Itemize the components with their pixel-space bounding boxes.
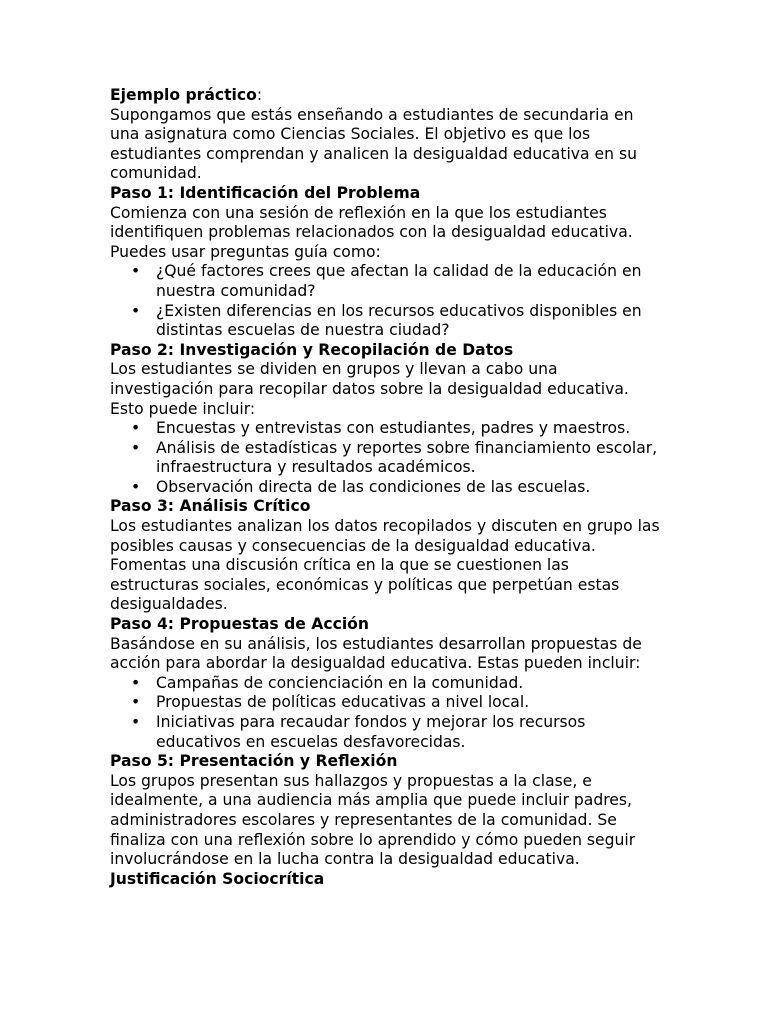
document-body [110, 86, 662, 889]
intro-paragraph [110, 86, 662, 106]
step-5-title: Paso 5: Presentación y Reflexión [110, 752, 398, 771]
step-3-text: Los estudiantes analizan los datos recopilados y discuten en grupo las posibles causas y consecuencias de la desigualdad educativa. Fomentas una discusión crítica en la que se cuestionen las estructuras sociales, económicas y políticas que perpetúan estas desigualdades. [110, 517, 660, 614]
list-item: • ¿Existen diferencias en los recursos educativos disponibles en distintas escuelas de nuestra ciudad? [156, 302, 662, 341]
step-5-text: Los grupos presentan sus hallazgos y propuestas a la clase, e idealmente, a una audiencia más amplia que puede incluir padres, administradores escolares y representantes de la comunidad. Se finaliza con una reflexión sobre lo aprendido y cómo pueden seguir involucrándose en la lucha contra la desigualdad educativa. [110, 771, 636, 869]
intro-heading-colon: : [256, 86, 263, 104]
step-2-bullet-list [110, 419, 662, 497]
list-item: • Análisis de estadísticas y reportes sobre financiamiento escolar, infraestructura y resultados académicos. [156, 439, 662, 478]
intro-heading: Ejemplo práctico [110, 86, 257, 104]
list-item: • Campañas de concienciación en la comunidad. [156, 674, 662, 694]
list-item: • Observación directa de las condiciones de las escuelas. [156, 478, 662, 498]
step-4-text: Basándose en su análisis, los estudiantes desarrollan propuestas de acción para abordar la desigualdad educativa. Estas pueden incluir: [110, 634, 642, 673]
list-item: • ¿Qué factores crees que afectan la calidad de la educación en nuestra comunidad? [156, 262, 662, 301]
step-2-text: Los estudiantes se dividen en grupos y llevan a cabo una investigación para recopilar datos sobre la desigualdad educativa. Esto puede incluir: [110, 360, 629, 418]
step-1-title: Paso 1: Identificación del Problema [110, 183, 421, 202]
list-item: • Iniciativas para recaudar fondos y mejorar los recursos educativos en escuelas desfavorecidas. [156, 713, 662, 752]
list-item: • Encuestas y entrevistas con estudiantes, padres y maestros. [156, 419, 662, 439]
step-4-bullet-list [110, 674, 662, 752]
list-item: • Propuestas de políticas educativas a nivel local. [156, 693, 662, 713]
step-4-title: Paso 4: Propuestas de Acción [110, 615, 369, 634]
step-1-bullet-list [110, 262, 662, 340]
closing-heading: Justificación Sociocrítica [110, 869, 325, 888]
step-1-text: Comienza con una sesión de reflexión en la que los estudiantes identifiquen problemas relacionados con la desigualdad educativa. Puedes usar preguntas guía como: [110, 203, 633, 261]
intro-text: Supongamos que estás enseñando a estudiantes de secundaria en una asignatura como Ciencias Sociales. El objetivo es que los estudiantes comprendan y analicen la desigualdad educativa en su comunidad. [110, 105, 637, 183]
step-2-title: Paso 2: Investigación y Recopilación de Datos [110, 340, 514, 359]
step-3-title: Paso 3: Análisis Crítico [110, 497, 311, 516]
